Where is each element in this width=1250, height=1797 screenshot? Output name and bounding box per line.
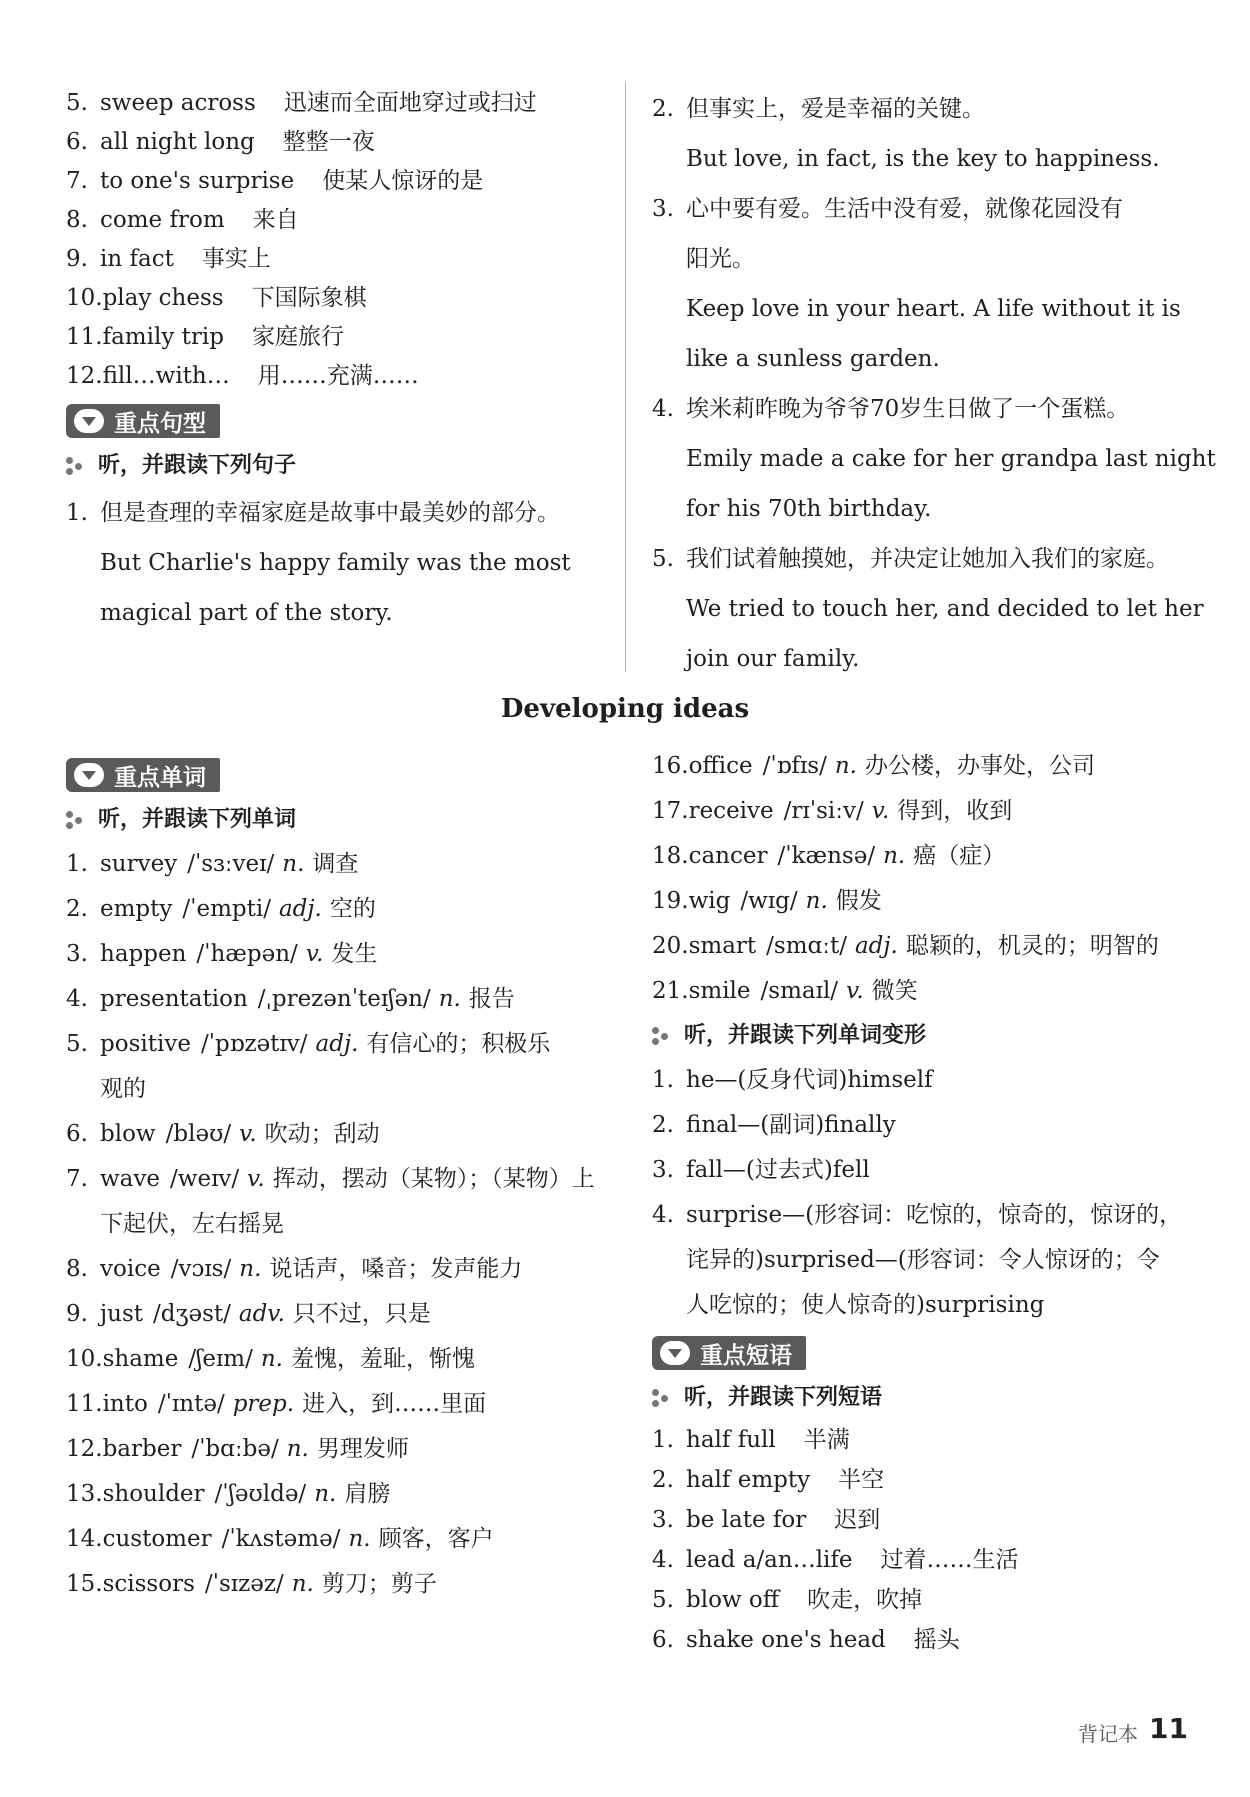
phrase-chinese: 半空 bbox=[838, 1467, 885, 1493]
word-phonetic: /ˈsɜːveɪ/ bbox=[187, 851, 275, 877]
word-part-of-speech: v. bbox=[846, 978, 864, 1004]
sentence-list-right bbox=[652, 84, 1216, 684]
item-number: 9. bbox=[66, 246, 88, 272]
word-headword: smart bbox=[688, 933, 757, 959]
word-part-of-speech: v. bbox=[247, 1166, 265, 1192]
word-headword: just bbox=[100, 1301, 143, 1327]
phrase-chinese: 整整一夜 bbox=[282, 129, 375, 155]
word-meaning: 羞愧，羞耻，惭愧 bbox=[290, 1346, 475, 1372]
word-phonetic: /smɑːt/ bbox=[766, 933, 847, 959]
word-phonetic: /vɔɪs/ bbox=[170, 1256, 232, 1282]
word-meaning-continued: 观的 bbox=[100, 1076, 146, 1102]
word-phonetic: /ˈɒfɪs/ bbox=[762, 753, 827, 779]
word-headword: customer bbox=[102, 1526, 212, 1552]
word-meaning: 报告 bbox=[468, 986, 515, 1012]
word-form-line bbox=[652, 1238, 1212, 1283]
item-number: 4. bbox=[652, 396, 674, 422]
word-item bbox=[66, 1247, 626, 1292]
word-form-text: final—(副词)finally bbox=[686, 1112, 896, 1138]
phrase-chinese: 吹走，吹掉 bbox=[807, 1587, 923, 1613]
phrase-item bbox=[66, 123, 606, 162]
word-headword: empty bbox=[100, 896, 173, 922]
phrase-item bbox=[66, 162, 606, 201]
word-phonetic: /ˈʃəʊldə/ bbox=[214, 1481, 307, 1507]
sentence-chinese-text: 心中要有爱。生活中没有爱，就像花园没有 bbox=[686, 196, 1123, 222]
word-part-of-speech: v. bbox=[239, 1121, 257, 1147]
word-phonetic: /rɪˈsiːv/ bbox=[783, 798, 864, 824]
word-part-of-speech: n. bbox=[314, 1481, 337, 1507]
item-number: 16. bbox=[652, 753, 689, 779]
word-phonetic: /ˈsɪzəz/ bbox=[204, 1571, 284, 1597]
item-number: 4. bbox=[652, 1547, 674, 1573]
word-headword: blow bbox=[100, 1121, 156, 1147]
word-headword: cancer bbox=[688, 843, 768, 869]
sentence-chinese bbox=[652, 234, 1212, 284]
item-number: 8. bbox=[66, 207, 88, 233]
listen-heading-sentences: 听，并跟读下列句子 bbox=[66, 444, 606, 488]
phrase-chinese: 迅速而全面地穿过或扫过 bbox=[283, 90, 537, 116]
phrase-english: to one's surprise bbox=[100, 168, 295, 194]
word-form-line bbox=[652, 1103, 1212, 1148]
item-number: 3. bbox=[652, 1157, 674, 1183]
word-meaning: 顾客，客户 bbox=[378, 1526, 494, 1552]
item-number: 11. bbox=[66, 1391, 103, 1417]
word-meaning: 男理发师 bbox=[316, 1436, 409, 1462]
item-number: 10. bbox=[66, 285, 103, 311]
word-part-of-speech: n. bbox=[438, 986, 461, 1012]
item-number: 18. bbox=[652, 843, 689, 869]
word-item bbox=[66, 1562, 626, 1607]
word-part-of-speech: v. bbox=[305, 941, 324, 967]
word-form-text: surprise—(形容词：吃惊的，惊奇的，惊讶的， bbox=[686, 1202, 1183, 1228]
phrase-chinese: 来自 bbox=[252, 207, 299, 233]
word-item bbox=[66, 1517, 626, 1562]
item-number: 4. bbox=[652, 1202, 674, 1228]
badge-label: 重点单词 bbox=[114, 764, 206, 791]
word-meaning: 空的 bbox=[329, 896, 376, 922]
word-headword: scissors bbox=[102, 1571, 195, 1597]
word-part-of-speech: n. bbox=[286, 1436, 309, 1462]
word-part-of-speech: adj. bbox=[315, 1031, 359, 1057]
phrase-item bbox=[652, 1500, 1212, 1540]
word-meaning: 发生 bbox=[331, 941, 378, 967]
chevron-down-icon bbox=[74, 409, 104, 433]
item-number: 3. bbox=[66, 941, 88, 967]
phrase-english: all night long bbox=[100, 129, 255, 155]
phrase-chinese: 用……充满…… bbox=[257, 363, 419, 389]
word-meaning: 只不过，只是 bbox=[292, 1301, 431, 1327]
chevron-down-icon bbox=[660, 1341, 690, 1365]
word-phonetic: /ˈhæpən/ bbox=[196, 941, 298, 967]
word-item bbox=[66, 842, 626, 887]
badge-label: 重点句型 bbox=[114, 410, 206, 437]
item-number: 3. bbox=[652, 1507, 674, 1533]
left-bottom-column bbox=[66, 750, 626, 1607]
item-number: 11. bbox=[66, 324, 103, 350]
word-item bbox=[652, 879, 1212, 924]
listen-heading-forms: 听，并跟读下列单词变形 bbox=[652, 1014, 1212, 1058]
phrase-list-bottom bbox=[652, 1420, 1212, 1660]
word-phonetic: /dʒəst/ bbox=[153, 1301, 231, 1327]
sentence-chinese-text: 埃米莉昨晚为爷爷70岁生日做了一个蛋糕。 bbox=[686, 396, 1130, 422]
word-part-of-speech: n. bbox=[348, 1526, 371, 1552]
phrase-item bbox=[66, 240, 606, 279]
bullet-dots-icon bbox=[652, 1027, 674, 1045]
sentence-english: for his 70th birthday. bbox=[686, 496, 932, 522]
phrase-english: half full bbox=[686, 1427, 776, 1453]
sentence-chinese bbox=[66, 488, 606, 538]
sentence-chinese-text: 阳光。 bbox=[686, 246, 755, 272]
word-form-line bbox=[652, 1193, 1212, 1238]
sentence-english: But love, in fact, is the key to happiness. bbox=[686, 146, 1160, 172]
word-phonetic: /ʃeɪm/ bbox=[188, 1346, 253, 1372]
word-phonetic: /wɪg/ bbox=[740, 888, 798, 914]
listen-heading-words: 听，并跟读下列单词 bbox=[66, 798, 626, 842]
word-phonetic: /ˈbɑːbə/ bbox=[191, 1436, 279, 1462]
phrase-item bbox=[652, 1620, 1212, 1660]
bullet-dots-icon bbox=[652, 1389, 674, 1407]
word-headword: barber bbox=[102, 1436, 182, 1462]
word-item bbox=[66, 1292, 626, 1337]
item-number: 15. bbox=[66, 1571, 103, 1597]
sentence-english: Keep love in your heart. A life without it is bbox=[686, 296, 1181, 322]
word-part-of-speech: adj. bbox=[854, 933, 898, 959]
phrase-chinese: 半满 bbox=[803, 1427, 850, 1453]
word-form-text: 诧异的)surprised—(形容词：令人惊讶的；令 bbox=[686, 1247, 1160, 1273]
sentence-chinese bbox=[652, 84, 1212, 134]
word-part-of-speech: n. bbox=[883, 843, 906, 869]
word-meaning: 剪刀；剪子 bbox=[321, 1571, 437, 1597]
item-number: 19. bbox=[652, 888, 689, 914]
item-number: 2. bbox=[652, 1112, 674, 1138]
item-number: 6. bbox=[652, 1627, 674, 1653]
word-headword: smile bbox=[688, 978, 751, 1004]
item-number: 4. bbox=[66, 986, 88, 1012]
phrase-english: fill…with… bbox=[102, 363, 230, 389]
item-number: 7. bbox=[66, 1166, 88, 1192]
section-title: Developing ideas bbox=[500, 694, 750, 724]
word-meaning: 聪颖的，机灵的；明智的 bbox=[905, 933, 1159, 959]
left-top-column bbox=[66, 84, 606, 638]
chevron-down-icon bbox=[74, 763, 104, 787]
word-part-of-speech: n. bbox=[291, 1571, 314, 1597]
word-part-of-speech: adv. bbox=[238, 1301, 285, 1327]
phrase-item bbox=[66, 318, 606, 357]
item-number: 7. bbox=[66, 168, 88, 194]
word-item bbox=[66, 1157, 626, 1202]
item-number: 14. bbox=[66, 1526, 103, 1552]
word-meaning: 微笑 bbox=[871, 978, 918, 1004]
word-meaning: 假发 bbox=[835, 888, 882, 914]
column-divider bbox=[625, 82, 626, 672]
word-part-of-speech: v. bbox=[871, 798, 890, 824]
item-number: 1. bbox=[66, 500, 88, 526]
right-top-column bbox=[652, 84, 1216, 684]
word-form-text: 人吃惊的；使人惊奇的)surprising bbox=[686, 1292, 1045, 1318]
item-number: 10. bbox=[66, 1346, 103, 1372]
word-meaning: 得到，收到 bbox=[897, 798, 1013, 824]
word-item bbox=[652, 924, 1212, 969]
item-number: 21. bbox=[652, 978, 689, 1004]
word-meaning: 调查 bbox=[312, 851, 359, 877]
sentence-chinese bbox=[652, 384, 1212, 434]
phrase-item bbox=[66, 357, 606, 396]
word-phonetic: /ˈpɒzətɪv/ bbox=[200, 1031, 308, 1057]
word-meaning: 有信心的；积极乐 bbox=[366, 1031, 551, 1057]
item-number: 20. bbox=[652, 933, 689, 959]
word-meaning: 挥动，摆动（某物）；（某物）上 bbox=[272, 1166, 595, 1192]
word-meaning: 癌（症） bbox=[913, 843, 1006, 869]
bullet-dots-icon bbox=[66, 811, 88, 829]
phrase-item bbox=[66, 201, 606, 240]
badge-label: 重点短语 bbox=[700, 1342, 792, 1369]
word-item bbox=[66, 1112, 626, 1157]
word-part-of-speech: prep. bbox=[232, 1391, 295, 1417]
word-phonetic: /bləʊ/ bbox=[165, 1121, 232, 1147]
word-phonetic: /ˈɪntə/ bbox=[157, 1391, 225, 1417]
word-phonetic: /weɪv/ bbox=[170, 1166, 240, 1192]
sentence-list-left bbox=[66, 488, 606, 638]
word-headword: presentation bbox=[100, 986, 248, 1012]
item-number: 13. bbox=[66, 1481, 103, 1507]
item-number: 17. bbox=[652, 798, 689, 824]
word-phonetic: /smaɪl/ bbox=[760, 978, 839, 1004]
word-part-of-speech: n. bbox=[239, 1256, 262, 1282]
word-headword: survey bbox=[100, 851, 178, 877]
phrase-chinese: 下国际象棋 bbox=[251, 285, 367, 311]
section-badge-phrases bbox=[652, 1336, 806, 1370]
word-item bbox=[66, 1472, 626, 1517]
phrase-list-top bbox=[66, 84, 606, 396]
phrase-chinese: 摇头 bbox=[913, 1627, 960, 1653]
phrase-english: be late for bbox=[686, 1507, 807, 1533]
phrase-english: shake one's head bbox=[686, 1627, 886, 1653]
word-form-line bbox=[652, 1148, 1212, 1193]
item-number: 3. bbox=[652, 196, 674, 222]
sentence-chinese bbox=[652, 184, 1212, 234]
word-form-line bbox=[652, 1283, 1212, 1328]
word-headword: office bbox=[688, 753, 753, 779]
item-number: 8. bbox=[66, 1256, 88, 1282]
phrase-item bbox=[66, 84, 606, 123]
footer-label: 背记本 bbox=[1078, 1722, 1138, 1746]
word-phonetic: /ˈkænsə/ bbox=[777, 843, 876, 869]
phrase-chinese: 家庭旅行 bbox=[251, 324, 344, 350]
word-headword: shoulder bbox=[102, 1481, 205, 1507]
item-number: 1. bbox=[652, 1067, 674, 1093]
word-part-of-speech: n. bbox=[805, 888, 828, 914]
word-meaning: 说话声，嗓音；发声能力 bbox=[269, 1256, 523, 1282]
item-number: 2. bbox=[66, 896, 88, 922]
item-number: 6. bbox=[66, 129, 88, 155]
word-item bbox=[66, 1427, 626, 1472]
word-item bbox=[652, 834, 1212, 879]
word-headword: shame bbox=[102, 1346, 179, 1372]
word-item bbox=[652, 789, 1212, 834]
sentence-chinese bbox=[652, 534, 1212, 584]
sentence-english: like a sunless garden. bbox=[686, 346, 940, 372]
sentence-chinese-text: 但是查理的幸福家庭是故事中最美妙的部分。 bbox=[100, 500, 560, 526]
word-item bbox=[652, 744, 1212, 789]
word-phonetic: /ˈempti/ bbox=[182, 896, 271, 922]
word-form-line bbox=[652, 1058, 1212, 1103]
word-headword: wig bbox=[688, 888, 731, 914]
item-number: 12. bbox=[66, 1436, 103, 1462]
phrase-chinese: 事实上 bbox=[201, 246, 271, 272]
word-item bbox=[66, 1022, 626, 1067]
word-item bbox=[652, 969, 1212, 1014]
sentence-english: But Charlie's happy family was the most bbox=[100, 550, 571, 576]
sentence-chinese-text: 但事实上，爱是幸福的关键。 bbox=[686, 96, 985, 122]
phrase-english: half empty bbox=[686, 1467, 811, 1493]
word-meaning: 办公楼，办事处，公司 bbox=[864, 753, 1095, 779]
bullet-dots-icon bbox=[66, 457, 88, 475]
word-forms-list bbox=[652, 1058, 1212, 1328]
word-meaning: 肩膀 bbox=[344, 1481, 391, 1507]
phrase-item bbox=[652, 1580, 1212, 1620]
word-part-of-speech: n. bbox=[834, 753, 857, 779]
listen-heading-phrases: 听，并跟读下列短语 bbox=[652, 1376, 1212, 1420]
word-headword: into bbox=[102, 1391, 148, 1417]
sentence-chinese-text: 我们试着触摸她，并决定让她加入我们的家庭。 bbox=[686, 546, 1169, 572]
item-number: 2. bbox=[652, 1467, 674, 1493]
phrase-chinese: 使某人惊讶的是 bbox=[322, 168, 484, 194]
word-form-text: fall—(过去式)fell bbox=[686, 1157, 870, 1183]
word-headword: voice bbox=[100, 1256, 161, 1282]
word-form-text: he—(反身代词)himself bbox=[686, 1067, 933, 1093]
word-headword: receive bbox=[688, 798, 774, 824]
word-part-of-speech: adj. bbox=[278, 896, 322, 922]
phrase-chinese: 过着……生活 bbox=[880, 1547, 1019, 1573]
phrase-english: family trip bbox=[102, 324, 224, 350]
word-item bbox=[66, 887, 626, 932]
word-list-right bbox=[652, 744, 1212, 1014]
sentence-english: We tried to touch her, and decided to let her bbox=[686, 596, 1204, 622]
phrase-item bbox=[652, 1460, 1212, 1500]
word-headword: happen bbox=[100, 941, 187, 967]
word-phonetic: /ˌprezənˈteɪʃən/ bbox=[257, 986, 431, 1012]
section-badge-sentences bbox=[66, 404, 220, 438]
item-number: 1. bbox=[652, 1427, 674, 1453]
phrase-english: come from bbox=[100, 207, 225, 233]
item-number: 9. bbox=[66, 1301, 88, 1327]
word-item bbox=[66, 977, 626, 1022]
phrase-chinese: 迟到 bbox=[834, 1507, 881, 1533]
item-number: 5. bbox=[66, 1031, 88, 1057]
section-badge-words bbox=[66, 758, 220, 792]
phrase-item bbox=[66, 279, 606, 318]
item-number: 5. bbox=[66, 90, 88, 116]
phrase-item bbox=[652, 1540, 1212, 1580]
word-meaning: 进入，到……里面 bbox=[302, 1391, 487, 1417]
item-number: 5. bbox=[652, 546, 674, 572]
word-part-of-speech: n. bbox=[260, 1346, 283, 1372]
item-number: 1. bbox=[66, 851, 88, 877]
word-phonetic: /ˈkʌstəmə/ bbox=[221, 1526, 341, 1552]
item-number: 5. bbox=[652, 1587, 674, 1613]
phrase-english: sweep across bbox=[100, 90, 256, 116]
word-item bbox=[66, 1382, 626, 1427]
item-number: 2. bbox=[652, 96, 674, 122]
item-number: 6. bbox=[66, 1121, 88, 1147]
word-item bbox=[66, 1337, 626, 1382]
phrase-english: play chess bbox=[102, 285, 224, 311]
phrase-english: blow off bbox=[686, 1587, 780, 1613]
right-bottom-column bbox=[652, 744, 1212, 1660]
word-part-of-speech: n. bbox=[282, 851, 305, 877]
phrase-english: lead a/an…life bbox=[686, 1547, 853, 1573]
word-meaning: 吹动；刮动 bbox=[264, 1121, 380, 1147]
page-number: 11 bbox=[1149, 1712, 1188, 1745]
word-item bbox=[66, 932, 626, 977]
word-meaning-continued: 下起伏，左右摇晃 bbox=[100, 1211, 284, 1237]
sentence-english: join our family. bbox=[686, 646, 860, 672]
word-headword: positive bbox=[100, 1031, 191, 1057]
sentence-english: magical part of the story. bbox=[100, 600, 393, 626]
phrase-english: in fact bbox=[100, 246, 174, 272]
word-headword: wave bbox=[100, 1166, 161, 1192]
word-list-left bbox=[66, 842, 626, 1607]
phrase-item bbox=[652, 1420, 1212, 1460]
item-number: 12. bbox=[66, 363, 103, 389]
sentence-english: Emily made a cake for her grandpa last night bbox=[686, 446, 1216, 472]
